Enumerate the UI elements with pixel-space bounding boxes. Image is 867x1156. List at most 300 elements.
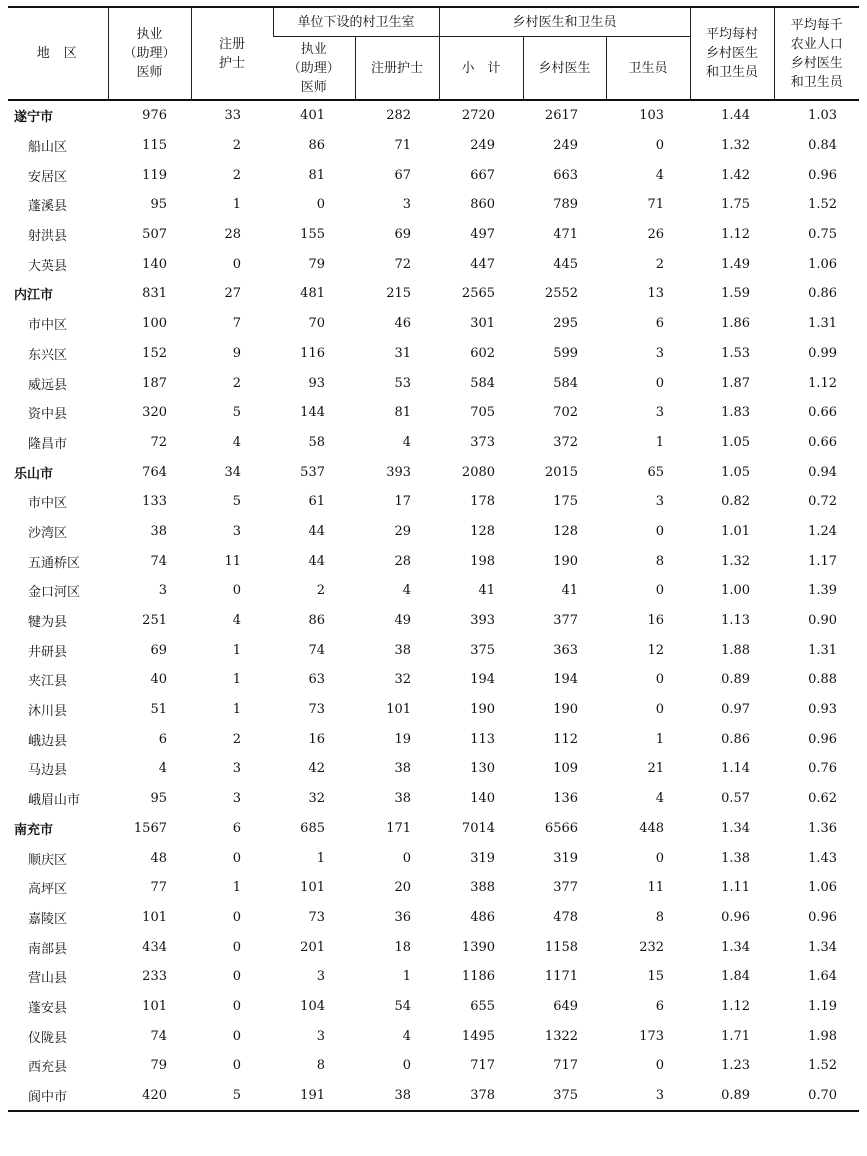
region-name-cell: 西充县	[28, 1060, 68, 1076]
nurses-cell: 9	[232, 345, 241, 361]
health-workers-cell: 4	[655, 791, 665, 807]
avg-per-thousand-cell: 0.75	[808, 227, 838, 243]
avg-per-thousand-cell: 1.24	[808, 523, 838, 539]
district-row	[8, 873, 859, 903]
district-row	[8, 220, 859, 250]
subtotal-cell: 860	[470, 197, 496, 213]
doctors-cell: 101	[142, 909, 167, 925]
table-header	[8, 7, 859, 100]
district-row	[8, 606, 859, 636]
village-doctors-cell: 471	[553, 227, 579, 243]
district-row	[8, 843, 859, 873]
clinic-doctors-cell: 32	[308, 791, 325, 807]
nurses-cell: 1	[232, 642, 241, 658]
table-body	[8, 100, 859, 1111]
health-workers-cell: 12	[647, 642, 665, 658]
region-name-cell: 犍为县	[28, 615, 68, 631]
clinic-nurses-cell: 38	[394, 791, 412, 807]
health-workers-cell: 1	[655, 731, 665, 747]
region-name-cell: 遂宁市	[14, 110, 54, 126]
region-name-cell: 船山区	[28, 140, 68, 156]
village-doctors-cell: 6566	[544, 820, 579, 836]
clinic-doctors-cell: 191	[300, 1088, 325, 1104]
doctors-cell: 51	[150, 702, 167, 718]
avg-per-thousand-cell: 1.43	[808, 850, 838, 866]
village-doctors-cell: 1322	[544, 1028, 579, 1044]
header-avg-per-thousand	[774, 7, 859, 100]
subtotal-cell: 584	[470, 375, 496, 391]
header-doctors-line: 医师	[136, 65, 163, 80]
avg-per-thousand-cell: 0.84	[808, 138, 838, 154]
doctors-cell: 152	[142, 345, 167, 361]
clinic-nurses-cell: 46	[394, 316, 412, 332]
region-name-cell: 隆昌市	[28, 436, 68, 452]
avg-per-thousand-cell: 1.34	[808, 939, 838, 955]
doctors-cell: 1567	[133, 820, 167, 836]
clinic-doctors-cell: 3	[316, 969, 325, 985]
region-name-cell: 市中区	[28, 318, 68, 334]
district-row	[8, 546, 859, 576]
village-doctors-cell: 702	[553, 405, 579, 421]
clinic-nurses-cell: 38	[394, 642, 412, 658]
subtotal-cell: 1390	[461, 939, 496, 955]
clinic-nurses-cell: 69	[394, 227, 412, 243]
header-doctors	[108, 7, 191, 100]
doctors-cell: 320	[142, 405, 167, 421]
doctors-cell: 4	[158, 761, 167, 777]
clinic-nurses-cell: 31	[394, 345, 412, 361]
clinic-nurses-cell: 32	[394, 672, 412, 688]
subtotal-cell: 375	[470, 642, 496, 658]
district-row	[8, 517, 859, 547]
avg-per-village-cell: 1.34	[721, 820, 751, 836]
doctors-cell: 6	[158, 731, 167, 747]
subtotal-cell: 301	[470, 316, 496, 332]
health-workers-cell: 0	[655, 1058, 665, 1074]
clinic-doctors-cell: 86	[308, 613, 325, 629]
city-row	[8, 457, 859, 487]
clinic-nurses-cell: 53	[394, 375, 412, 391]
avg-per-village-cell: 1.12	[721, 998, 751, 1014]
avg-per-village-cell: 1.87	[721, 375, 751, 391]
health-workers-cell: 0	[655, 702, 665, 718]
subtotal-cell: 194	[470, 672, 496, 688]
district-row	[8, 635, 859, 665]
clinic-nurses-cell: 4	[402, 583, 412, 599]
clinic-doctors-cell: 86	[308, 138, 325, 154]
avg-per-village-cell: 0.96	[721, 909, 751, 925]
avg-per-thousand-cell: 0.72	[808, 494, 838, 510]
health-workers-cell: 21	[647, 761, 665, 777]
subtotal-cell: 378	[470, 1088, 496, 1104]
avg-per-thousand-cell: 1.03	[808, 108, 838, 124]
doctors-cell: 79	[150, 1058, 167, 1074]
avg-per-thousand-cell: 1.12	[808, 375, 838, 391]
region-name-cell: 南充市	[14, 822, 54, 838]
subtotal-cell: 373	[470, 434, 496, 450]
subtotal-cell: 2720	[461, 108, 496, 124]
nurses-cell: 5	[232, 405, 241, 421]
region-name-cell: 安居区	[28, 169, 68, 185]
clinic-doctors-cell: 481	[300, 286, 325, 302]
doctors-cell: 40	[150, 672, 167, 688]
avg-per-thousand-cell: 0.62	[808, 791, 838, 807]
subtotal-cell: 388	[470, 880, 496, 896]
nurses-cell: 0	[232, 909, 241, 925]
district-row	[8, 903, 859, 933]
region-name-cell: 威远县	[28, 377, 68, 393]
avg-per-village-cell: 1.23	[721, 1058, 751, 1074]
clinic-nurses-cell: 215	[386, 286, 412, 302]
avg-per-village-cell: 1.12	[721, 227, 751, 243]
clinic-doctors-cell: 116	[300, 345, 325, 361]
header-nurses-line: 注册	[218, 36, 245, 52]
district-row	[8, 487, 859, 517]
nurses-cell: 0	[232, 998, 241, 1014]
doctors-cell: 251	[142, 613, 167, 629]
avg-per-village-cell: 1.00	[721, 583, 751, 599]
region-name-cell: 蓬溪县	[28, 199, 68, 215]
header-clinic-nurses: 注册护士	[355, 37, 439, 101]
clinic-doctors-cell: 73	[308, 909, 325, 925]
clinic-doctors-cell: 155	[300, 227, 325, 243]
avg-per-village-cell: 1.38	[721, 850, 751, 866]
region-name-cell: 东兴区	[28, 347, 68, 363]
clinic-nurses-cell: 54	[394, 998, 412, 1014]
statistics-table-page	[8, 6, 859, 1112]
subtotal-cell: 393	[470, 613, 496, 629]
region-name-cell: 仪陇县	[28, 1030, 68, 1046]
header-avg-per-thousand-line: 乡村医生	[790, 55, 843, 71]
clinic-doctors-cell: 44	[308, 523, 325, 539]
village-doctors-cell: 112	[553, 731, 579, 747]
nurses-cell: 0	[232, 969, 241, 985]
health-workers-cell: 3	[655, 1088, 665, 1104]
subtotal-cell: 128	[470, 523, 496, 539]
avg-per-village-cell: 0.97	[721, 702, 751, 718]
doctors-cell: 74	[150, 553, 167, 569]
nurses-cell: 2	[232, 138, 241, 154]
header-avg-per-village	[690, 7, 774, 100]
village-doctors-cell: 478	[553, 909, 579, 925]
health-workers-cell: 8	[655, 553, 665, 569]
health-workers-cell: 0	[655, 850, 665, 866]
avg-per-thousand-cell: 1.17	[808, 553, 838, 569]
avg-per-thousand-cell: 1.98	[808, 1028, 838, 1044]
header-health-worker: 卫生员	[606, 37, 690, 101]
subtotal-cell: 667	[470, 167, 496, 183]
clinic-nurses-cell: 171	[386, 820, 412, 836]
avg-per-village-cell: 0.89	[721, 1088, 751, 1104]
clinic-nurses-cell: 3	[402, 197, 412, 213]
clinic-nurses-cell: 1	[402, 969, 412, 985]
region-name-cell: 资中县	[28, 407, 68, 423]
subtotal-cell: 41	[478, 583, 496, 599]
clinic-nurses-cell: 67	[394, 167, 412, 183]
health-workers-cell: 11	[647, 880, 665, 896]
avg-per-village-cell: 1.53	[721, 345, 751, 361]
clinic-doctors-cell: 93	[308, 375, 325, 391]
doctors-cell: 507	[142, 227, 167, 243]
doctors-cell: 434	[142, 939, 167, 955]
clinic-doctors-cell: 401	[300, 108, 325, 124]
nurses-cell: 4	[232, 434, 241, 450]
village-doctors-cell: 295	[553, 316, 579, 332]
village-doctors-cell: 190	[553, 702, 579, 718]
nurses-cell: 0	[232, 850, 241, 866]
village-doctors-cell: 377	[553, 880, 579, 896]
district-row	[8, 249, 859, 279]
avg-per-thousand-cell: 1.06	[808, 256, 838, 272]
avg-per-village-cell: 1.32	[721, 138, 751, 154]
nurses-cell: 0	[232, 939, 241, 955]
clinic-nurses-cell: 72	[394, 256, 412, 272]
subtotal-cell: 447	[470, 256, 496, 272]
region-name-cell: 嘉陵区	[28, 911, 68, 927]
doctors-cell: 72	[150, 434, 167, 450]
health-workers-cell: 6	[655, 998, 665, 1014]
health-workers-cell: 0	[655, 138, 665, 154]
village-doctors-cell: 377	[553, 613, 579, 629]
doctors-cell: 69	[150, 642, 167, 658]
health-workers-cell: 0	[655, 375, 665, 391]
health-workers-cell: 13	[647, 286, 665, 302]
region-name-cell: 金口河区	[28, 585, 81, 601]
clinic-doctors-cell: 101	[300, 880, 325, 896]
avg-per-village-cell: 0.82	[721, 494, 751, 510]
header-clinic-doctors-line: 执业	[300, 41, 327, 57]
clinic-nurses-cell: 49	[394, 613, 412, 629]
village-doctors-cell: 599	[553, 345, 579, 361]
clinic-nurses-cell: 19	[394, 731, 412, 747]
clinic-doctors-cell: 58	[308, 434, 325, 450]
nurses-cell: 1	[232, 672, 241, 688]
subtotal-cell: 249	[470, 138, 496, 154]
clinic-doctors-cell: 8	[316, 1058, 325, 1074]
avg-per-thousand-cell: 0.94	[808, 464, 838, 480]
subtotal-cell: 1186	[461, 969, 496, 985]
health-workers-cell: 0	[655, 583, 665, 599]
nurses-cell: 1	[232, 702, 241, 718]
village-doctors-cell: 41	[561, 583, 579, 599]
avg-per-thousand-cell: 0.96	[808, 167, 838, 183]
avg-per-thousand-cell: 1.52	[808, 197, 838, 213]
district-row	[8, 339, 859, 369]
region-name-cell: 峨边县	[28, 733, 68, 749]
clinic-nurses-cell: 71	[394, 138, 412, 154]
subtotal-cell: 190	[470, 702, 496, 718]
avg-per-village-cell: 1.84	[721, 969, 751, 985]
avg-per-thousand-cell: 0.70	[808, 1088, 838, 1104]
doctors-cell: 95	[150, 791, 167, 807]
city-row	[8, 814, 859, 844]
avg-per-village-cell: 1.59	[721, 286, 751, 302]
subtotal-cell: 497	[470, 227, 496, 243]
doctors-cell: 831	[142, 286, 167, 302]
region-name-cell: 井研县	[28, 644, 68, 660]
district-row	[8, 665, 859, 695]
header-village-doctor: 乡村医生	[523, 37, 606, 101]
region-name-cell: 高坪区	[28, 882, 68, 898]
health-workers-cell: 103	[639, 108, 665, 124]
clinic-nurses-cell: 28	[394, 553, 412, 569]
avg-per-village-cell: 1.75	[721, 197, 751, 213]
subtotal-cell: 140	[470, 791, 496, 807]
avg-per-village-cell: 0.86	[721, 731, 751, 747]
header-subtotal: 小 计	[439, 37, 523, 101]
clinic-doctors-cell: 42	[308, 761, 325, 777]
avg-per-village-cell: 1.88	[721, 642, 751, 658]
clinic-doctors-cell: 70	[308, 316, 325, 332]
district-row	[8, 428, 859, 458]
nurses-cell: 6	[232, 820, 241, 836]
region-name-cell: 内江市	[14, 288, 54, 304]
clinic-doctors-cell: 201	[300, 939, 325, 955]
village-doctors-cell: 1158	[544, 939, 579, 955]
doctors-cell: 38	[150, 523, 167, 539]
village-doctors-cell: 175	[553, 494, 579, 510]
header-avg-per-thousand-line: 平均每千	[790, 17, 843, 33]
nurses-cell: 2	[232, 167, 241, 183]
nurses-cell: 2	[232, 375, 241, 391]
avg-per-thousand-cell: 1.19	[808, 998, 838, 1014]
header-doctors-line: 执业	[136, 27, 163, 42]
village-doctors-cell: 190	[553, 553, 579, 569]
nurses-cell: 28	[224, 227, 241, 243]
village-doctors-cell: 128	[553, 523, 579, 539]
district-row	[8, 695, 859, 725]
doctors-cell: 100	[142, 316, 167, 332]
district-row	[8, 784, 859, 814]
avg-per-thousand-cell: 0.99	[808, 345, 838, 361]
avg-per-thousand-cell: 0.88	[808, 672, 838, 688]
district-row	[8, 190, 859, 220]
clinic-nurses-cell: 101	[386, 702, 412, 718]
nurses-cell: 0	[232, 583, 241, 599]
clinic-nurses-cell: 4	[402, 1028, 412, 1044]
village-doctors-cell: 136	[553, 791, 579, 807]
health-workers-cell: 173	[639, 1028, 665, 1044]
doctors-cell: 233	[142, 969, 167, 985]
subtotal-cell: 486	[470, 909, 496, 925]
village-health-workers-table	[8, 6, 859, 1112]
avg-per-village-cell: 1.49	[721, 256, 751, 272]
avg-per-village-cell: 1.86	[721, 316, 751, 332]
region-name-cell: 夹江县	[28, 674, 68, 690]
avg-per-village-cell: 1.11	[721, 880, 751, 896]
region-name-cell: 市中区	[28, 496, 68, 512]
avg-per-village-cell: 1.34	[721, 939, 751, 955]
nurses-cell: 33	[224, 108, 241, 124]
clinic-doctors-cell: 73	[308, 702, 325, 718]
header-region: 地区	[36, 46, 91, 61]
district-row	[8, 309, 859, 339]
doctors-cell: 420	[142, 1088, 167, 1104]
avg-per-village-cell: 1.14	[721, 761, 751, 777]
clinic-doctors-cell: 537	[300, 464, 325, 480]
region-name-cell: 峨眉山市	[28, 793, 81, 809]
doctors-cell: 119	[142, 167, 167, 183]
avg-per-thousand-cell: 0.90	[808, 613, 838, 629]
subtotal-cell: 2565	[461, 286, 496, 302]
subtotal-cell: 602	[470, 345, 496, 361]
doctors-cell: 976	[142, 108, 167, 124]
clinic-nurses-cell: 4	[402, 434, 412, 450]
clinic-doctors-cell: 1	[316, 850, 325, 866]
avg-per-thousand-cell: 0.76	[808, 761, 838, 777]
avg-per-village-cell: 1.32	[721, 553, 751, 569]
health-workers-cell: 65	[647, 464, 665, 480]
avg-per-thousand-cell: 0.96	[808, 909, 838, 925]
region-name-cell: 五通桥区	[28, 555, 81, 571]
avg-per-thousand-cell: 1.39	[808, 583, 838, 599]
doctors-cell: 74	[150, 1028, 167, 1044]
nurses-cell: 3	[232, 791, 241, 807]
district-row	[8, 962, 859, 992]
clinic-nurses-cell: 0	[402, 1058, 412, 1074]
subtotal-cell: 2080	[461, 464, 496, 480]
village-doctors-cell: 249	[553, 138, 579, 154]
doctors-cell: 187	[142, 375, 167, 391]
doctors-cell: 115	[142, 138, 167, 154]
clinic-nurses-cell: 393	[386, 464, 412, 480]
region-name-cell: 沐川县	[28, 704, 68, 720]
avg-per-village-cell: 1.42	[721, 167, 751, 183]
clinic-nurses-cell: 20	[394, 880, 412, 896]
header-village-group: 乡村医生和卫生员	[439, 7, 690, 37]
avg-per-village-cell: 0.89	[721, 672, 751, 688]
region-name-cell: 南部县	[28, 941, 68, 957]
village-doctors-cell: 445	[553, 256, 579, 272]
clinic-doctors-cell: 44	[308, 553, 325, 569]
avg-per-thousand-cell: 0.96	[808, 731, 838, 747]
district-row	[8, 576, 859, 606]
header-avg-per-thousand-line: 和卫生员	[790, 74, 843, 90]
header-clinic-doctors-line: （助理）	[287, 60, 340, 76]
village-doctors-cell: 2617	[544, 108, 579, 124]
avg-per-village-cell: 1.01	[721, 523, 751, 539]
subtotal-cell: 319	[470, 850, 496, 866]
village-doctors-cell: 372	[553, 434, 579, 450]
health-workers-cell: 4	[655, 167, 665, 183]
district-row	[8, 1081, 859, 1112]
village-doctors-cell: 663	[553, 167, 579, 183]
clinic-nurses-cell: 36	[394, 909, 412, 925]
health-workers-cell: 448	[639, 820, 665, 836]
district-row	[8, 160, 859, 190]
subtotal-cell: 178	[470, 494, 496, 510]
header-nurses-line: 护士	[218, 55, 245, 71]
nurses-cell: 3	[232, 523, 241, 539]
avg-per-village-cell: 1.83	[721, 405, 751, 421]
doctors-cell: 3	[158, 583, 167, 599]
clinic-doctors-cell: 81	[308, 167, 325, 183]
clinic-nurses-cell: 29	[394, 523, 412, 539]
city-row	[8, 100, 859, 131]
region-name-cell: 顺庆区	[28, 852, 68, 868]
header-clinic-doctors-line: 医师	[300, 79, 327, 95]
nurses-cell: 34	[224, 464, 241, 480]
avg-per-thousand-cell: 1.31	[808, 316, 838, 332]
doctors-cell: 77	[150, 880, 167, 896]
clinic-doctors-cell: 685	[300, 820, 325, 836]
header-avg-per-village-line: 平均每村	[706, 27, 759, 42]
health-workers-cell: 0	[655, 672, 665, 688]
avg-per-thousand-cell: 1.52	[808, 1058, 838, 1074]
subtotal-cell: 705	[470, 405, 496, 421]
clinic-doctors-cell: 0	[316, 197, 325, 213]
village-doctors-cell: 789	[553, 197, 579, 213]
